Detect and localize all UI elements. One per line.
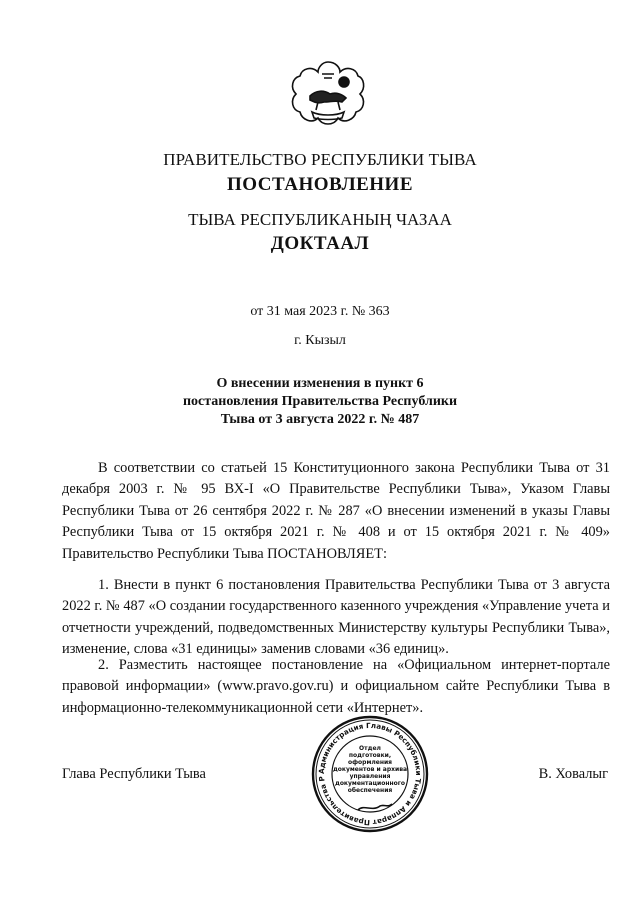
- clause-1-paragraph: 1. Внести в пункт 6 постановления Правительства Республики Тыва от 3 августа 2022 г. № 487 «О создании государственного казенного учреждения «Управление учета и отчетности учреждений, подведомственных Министерству культуры Республики Тыва», изменение, слова «31 единицы» заменив словами «36 единиц».: [62, 577, 610, 658]
- svg-text:обеспечения: обеспечения: [347, 787, 393, 794]
- svg-text:управления: управления: [349, 773, 391, 780]
- title-line: О внесении изменения в пункт 6: [216, 376, 424, 391]
- signatory-name: В. Ховалыг: [538, 766, 608, 782]
- city: г. Кызыл: [294, 333, 346, 348]
- government-name-tuvan: ТЫВА РЕСПУБЛИКАНЫҢ ЧАЗАА: [188, 210, 452, 229]
- government-name: ПРАВИТЕЛЬСТВО РЕСПУБЛИКИ ТЫВА: [163, 150, 477, 169]
- document-type-tuvan: ДОКТААЛ: [270, 233, 370, 254]
- title-line: Тыва от 3 августа 2022 г. № 487: [220, 412, 420, 427]
- svg-text:документационного: документационного: [334, 780, 406, 787]
- signatory-position: Глава Республики Тыва: [62, 766, 206, 782]
- preamble-paragraph: В соответствии со статьей 15 Конституционного закона Республики Тыва от 31 декабря 2003 г. № 95 ВХ-I «О Правительстве Республики Тыва», Указом Главы Республики Тыва от 26 сентября 2022 г. № 287 «О внесении изменений в указы Главы Республики Тыва от 15 октября 2021 г. № 408 и от 15 октября 2021 г. № 409» Правительство Республики Тыва ПОСТАНОВЛЯЕТ:: [62, 460, 610, 562]
- svg-text:оформления: оформления: [347, 759, 393, 766]
- document-type: ПОСТАНОВЛЕНИЕ: [226, 174, 414, 195]
- document-title: [0, 375, 640, 429]
- clause-2-paragraph: 2. Разместить настоящее постановление на «Официальном интернет-портале правовой информации» (www.pravo.gov.ru) и официальном сайте Республики Тыва в информационно-телекоммуникационной сети «Интернет».: [62, 657, 610, 716]
- svg-text:документов и архива: документов и архива: [332, 766, 408, 773]
- svg-text:подготовки,: подготовки,: [348, 752, 392, 759]
- coat-of-arms-emblem: [288, 56, 368, 136]
- official-stamp: [310, 714, 430, 834]
- svg-text:Администрация Главы Республики: Администрация Главы Республики Тыва и Аппарат Правительства Р: [316, 720, 424, 828]
- svg-text:Отдел: Отдел: [359, 745, 381, 752]
- date-number: от 31 мая 2023 г. № 363: [250, 304, 390, 319]
- title-line: постановления Правительства Республики: [182, 394, 458, 409]
